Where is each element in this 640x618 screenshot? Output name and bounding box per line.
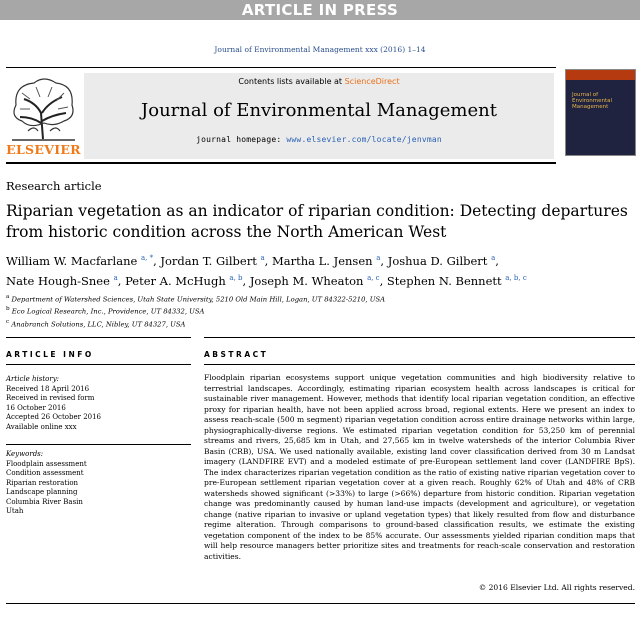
abstract-rule xyxy=(204,364,635,365)
affiliation-item xyxy=(6,292,631,304)
author-name[interactable]: Jordan T. Gilbert xyxy=(160,253,257,268)
affiliation-text: Department of Watershed Sciences, Utah State University, 5210 Old Main Hill, Logan, UT 84322-5210, USA xyxy=(11,295,386,304)
affiliation-text: Eco Logical Research, Inc., Providence, UT 84332, USA xyxy=(11,307,205,316)
keyword-item: Riparian restoration xyxy=(6,478,79,487)
keyword-item: Utah xyxy=(6,507,24,515)
author-affiliation-ref[interactable]: a xyxy=(113,273,118,282)
elsevier-wordmark: ELSEVIER xyxy=(6,142,81,157)
journal-homepage-line xyxy=(84,135,554,144)
masthead-top-rule xyxy=(6,67,556,68)
author-name[interactable]: William W. Macfarlane xyxy=(6,253,138,268)
author-affiliation-ref[interactable]: a, * xyxy=(140,254,154,262)
abstract-text: Floodplain riparian ecosystems support unique vegetation communities and high biodiversity relative to terrestrial landscapes. Accordingly, estimating riparian ecosystem health across landscapes is critical for sustainable river management. However, methods that identify local riparian vegetation condition, an effective proxy for riparian health, have not been applied across broad, regional extents. Here we present an index to assess reach-scale (500 m segment) riparian vegetation condition across entire drainage networks within large, physiographically-diverse regions. We estimated riparian vegetation condition for 53,250 km of perennial streams and rivers, 25,685 km in Utah, and 27,565 km in twelve watersheds of the interior Columbia River Basin (CRB), USA. We used nationally available, existing land cover classification derived from 30 m Landsat imagery (LANDFIRE EVT) and a modeled estimate of pre-European settlement land cover (LANDFIRE BpS). The index characterizes riparian vegetation condition as the ratio of existing native riparian vegetation cover to pre-European settlement riparian vegetation cover at a given reach. Roughly 62% of Utah and 48% of CRB watersheds showed significant (>33%) to large (>66%) departure from historic condition. Riparian vegetation change was predominantly caused by human land-use impacts (development and agriculture), or vegetation change (native riparian to invasive or upland vegetation types) that likely resulted from flow and disturbance regime alteration. Through comparisons to ground-based classification results, we estimate the existing vegetation component of the index to be 85% accurate. Our assessments yielded riparian condition maps that will help resource managers better prioritize sites and treatments for reach-scale conservation and restoration activities. xyxy=(204,373,635,561)
author-affiliation-ref[interactable]: a xyxy=(491,254,496,262)
author-affiliation-ref[interactable]: a, b, c xyxy=(505,273,527,282)
copyright-notice: © 2016 Elsevier Ltd. All rights reserved. xyxy=(478,583,635,592)
abstract-top-rule xyxy=(204,337,635,338)
history-line: Available online xxx xyxy=(6,422,77,431)
article-info-heading: ARTICLE INFO xyxy=(6,350,94,359)
article-info-top-rule xyxy=(6,337,191,338)
author-affiliation-ref[interactable]: a xyxy=(376,254,381,262)
keywords-rule xyxy=(6,444,191,445)
article-type: Research article xyxy=(6,179,102,193)
contents-available-line xyxy=(84,77,554,86)
author-name[interactable]: Nate Hough-Snee xyxy=(6,273,110,288)
author-name[interactable]: Martha L. Jensen xyxy=(271,253,373,268)
author-name[interactable]: Joshua D. Gilbert xyxy=(387,253,488,268)
article-info-rule xyxy=(6,364,191,365)
article-history xyxy=(6,375,191,432)
article-title: Riparian vegetation as an indicator of riparian condition: Detecting departures from historic condition across the North American West xyxy=(6,202,628,241)
keywords-label: Keywords: xyxy=(6,450,44,458)
cover-title: Journal of Environmental Management xyxy=(572,92,613,110)
author-name[interactable]: Peter A. McHugh xyxy=(125,273,226,288)
keyword-item: Condition assessment xyxy=(6,469,84,477)
affiliation-marker: a xyxy=(6,294,10,300)
affiliation-item xyxy=(6,304,631,316)
journal-homepage-link[interactable]: www.elsevier.com/locate/jenvman xyxy=(286,135,442,144)
keyword-item: Landscape planning xyxy=(6,488,78,496)
history-line: Accepted 26 October 2016 xyxy=(6,413,102,421)
homepage-prefix: journal homepage: xyxy=(196,135,287,144)
sciencedirect-link[interactable]: ScienceDirect xyxy=(344,77,400,86)
author-name[interactable]: Stephen N. Bennett xyxy=(386,273,502,288)
bottom-rule xyxy=(6,603,635,604)
cover-band xyxy=(566,70,635,80)
journal-cover-thumbnail[interactable] xyxy=(565,69,636,156)
contents-prefix: Contents lists available at xyxy=(238,77,345,86)
affiliation-marker: c xyxy=(6,318,10,325)
keyword-item: Columbia River Basin xyxy=(6,497,83,506)
journal-name: Journal of Environmental Management xyxy=(141,100,497,121)
journal-masthead xyxy=(6,67,635,165)
history-label: Article history: xyxy=(6,375,60,383)
history-line: Received 18 April 2016 xyxy=(6,384,90,393)
keyword-list xyxy=(6,450,191,517)
affiliation-list xyxy=(6,292,631,329)
history-line: 16 October 2016 xyxy=(6,403,66,412)
article-in-press-banner: ARTICLE IN PRESS xyxy=(0,0,640,20)
affiliation-marker: b xyxy=(6,306,10,313)
author-affiliation-ref[interactable]: a, c xyxy=(367,273,380,282)
affiliation-text: Anabranch Solutions, LLC, Nibley, UT 84327, USA xyxy=(11,319,186,328)
masthead-bottom-rule xyxy=(6,162,556,164)
journal-citation[interactable]: Journal of Environmental Management xxx (2016) 1–14 xyxy=(214,45,426,54)
author-affiliation-ref[interactable]: a xyxy=(260,254,265,262)
keyword-item: Floodplain assessment xyxy=(6,459,87,468)
affiliation-item xyxy=(6,317,631,329)
author-list: William W. Macfarlane $^{a, *}$, Jordan T. Gilbert $^a$, Martha L. Jensen $^a$, Joshua D. Gilbert $^a$, Nate Hough-Snee $^a$, Peter A. McHugh $^{a, b}$, Joseph M. Wheaton $^{a, c}$, Stephen N. Bennett $^{a, b, c}$ xyxy=(6,253,527,288)
abstract-heading: ABSTRACT xyxy=(204,350,269,359)
masthead-title-box xyxy=(84,73,554,159)
author-name[interactable]: Joseph M. Wheaton xyxy=(249,273,364,288)
history-line: Received in revised form xyxy=(6,394,95,402)
author-affiliation-ref[interactable]: a, b xyxy=(229,273,243,282)
